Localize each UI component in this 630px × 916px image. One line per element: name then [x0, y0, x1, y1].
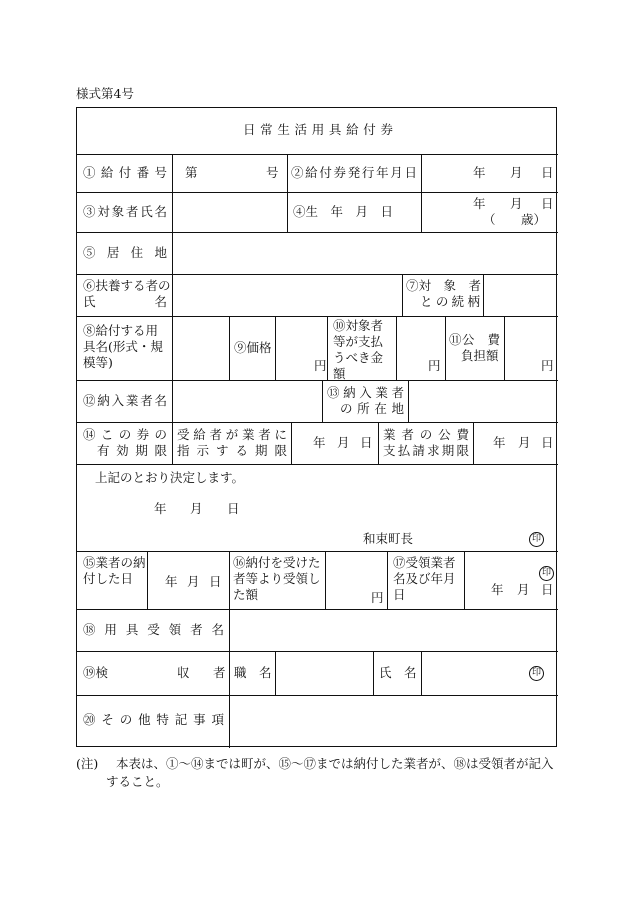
receipt-day-label: 日: [541, 582, 554, 597]
public-share-label-line1: ⑪公 費: [449, 332, 500, 347]
vendor-address-label-line1: ⑬納入業者: [327, 385, 404, 400]
equipment-name-label: ⑧給付する用具名(形式・規模等): [83, 323, 163, 370]
footnote-label: (注): [76, 756, 99, 771]
receipt-vendor-label: ⑰受領業者名及び年月日: [393, 555, 456, 602]
footnote-text: 本表は、①～⑭までは町が、⑮～⑰までは納付した業者が、⑱は受領者が記入すること。: [106, 756, 554, 789]
age-open-paren: （: [483, 212, 496, 227]
birth-year-label: 年: [473, 196, 486, 211]
claim-month-label: 月: [518, 435, 531, 450]
relationship-label-line1: ⑦対 象 者: [406, 278, 482, 293]
decision-month-label: 月: [190, 501, 203, 516]
decision-day-label: 日: [227, 501, 240, 516]
delivered-year-label: 年: [165, 574, 178, 589]
payable-amount-label: ⑩対象者等が支払うべき金額: [333, 318, 384, 381]
public-share-label-line2: 負担額: [461, 348, 499, 363]
claim-year-label: 年: [493, 435, 506, 450]
residence-label: ⑤居住地: [83, 245, 167, 260]
voucher-form-table: [76, 107, 557, 747]
delivered-month-label: 月: [187, 574, 200, 589]
special-notes-label: ⑳その他特記事項: [83, 712, 224, 727]
claim-deadline-label-line1: 業者の公費: [383, 427, 469, 442]
receipt-year-label: 年: [491, 582, 504, 597]
birth-date-label: ④生 年 月 日: [293, 204, 394, 219]
inspector-label-mid: 収: [177, 665, 190, 680]
issue-day-label: 日: [541, 165, 554, 180]
form-number: 様式第4号: [76, 86, 134, 101]
decision-text: 上記のとおり決定します。: [95, 470, 245, 485]
vendor-seal-mark: 印: [539, 566, 554, 581]
inspector-label-right: 者: [213, 665, 226, 680]
receipt-month-label: 月: [517, 582, 530, 597]
relationship-label-line2: との続柄: [420, 294, 480, 309]
validity-label-line1: ⑭この券の: [83, 427, 167, 442]
age-label: 歳）: [521, 212, 547, 227]
voucher-number-suffix: 号: [266, 165, 279, 180]
vendor-name-label: ⑫納入業者名: [83, 393, 167, 408]
public-share-yen-label: 円: [541, 358, 554, 373]
recipient-name-label: ③対象者氏名: [83, 204, 167, 219]
equipment-receiver-label: ⑱用具受領者名: [83, 622, 224, 637]
guardian-name-label-line1: ⑥扶養する者の: [83, 278, 171, 293]
inspector-seal-mark: 印: [529, 666, 544, 681]
payable-yen-label: 円: [428, 358, 441, 373]
guardian-name-label-line2: 氏 名: [83, 294, 167, 309]
delivered-date-label: ⑮業者の納付した日: [83, 555, 146, 586]
mayor-seal-mark: 印: [529, 532, 544, 547]
birth-day-label: 日: [541, 196, 554, 211]
claim-deadline-label-line2: 支払請求期限: [383, 443, 469, 458]
mayor-title: 和束町長: [363, 531, 414, 546]
price-yen-label: 円: [314, 358, 327, 373]
delivery-year-label: 年: [313, 435, 326, 450]
validity-label-line2: 有効期限: [97, 443, 167, 458]
delivery-month-label: 月: [337, 435, 350, 450]
delivery-day-label: 日: [360, 435, 373, 450]
form-title: 日常生活用具給付券: [243, 122, 393, 137]
vendor-address-label-line2: の所在地: [340, 401, 404, 416]
inspector-post-label: 職 名: [234, 665, 272, 680]
birth-month-label: 月: [510, 196, 523, 211]
price-label: ⑨価格: [234, 340, 272, 355]
received-yen-label: 円: [371, 590, 384, 605]
voucher-number-label: ①給付番号: [83, 165, 167, 180]
delivery-deadline-label-line2: 指示する期限: [177, 443, 287, 458]
inspector-name-label: 氏 名: [379, 665, 417, 680]
issue-month-label: 月: [510, 165, 523, 180]
decision-year-label: 年: [154, 501, 167, 516]
claim-day-label: 日: [541, 435, 554, 450]
received-amount-label: ⑯納付を受けた者等より受領した額: [233, 555, 321, 602]
issue-date-label: ②給付券発行年月日: [291, 165, 417, 180]
footnote: [76, 755, 556, 791]
delivered-day-label: 日: [209, 574, 222, 589]
voucher-number-prefix: 第: [185, 165, 198, 180]
delivery-deadline-label-line1: 受給者が業者に: [177, 427, 287, 442]
issue-year-label: 年: [473, 165, 486, 180]
inspector-label-left: ⑲検: [83, 665, 109, 680]
